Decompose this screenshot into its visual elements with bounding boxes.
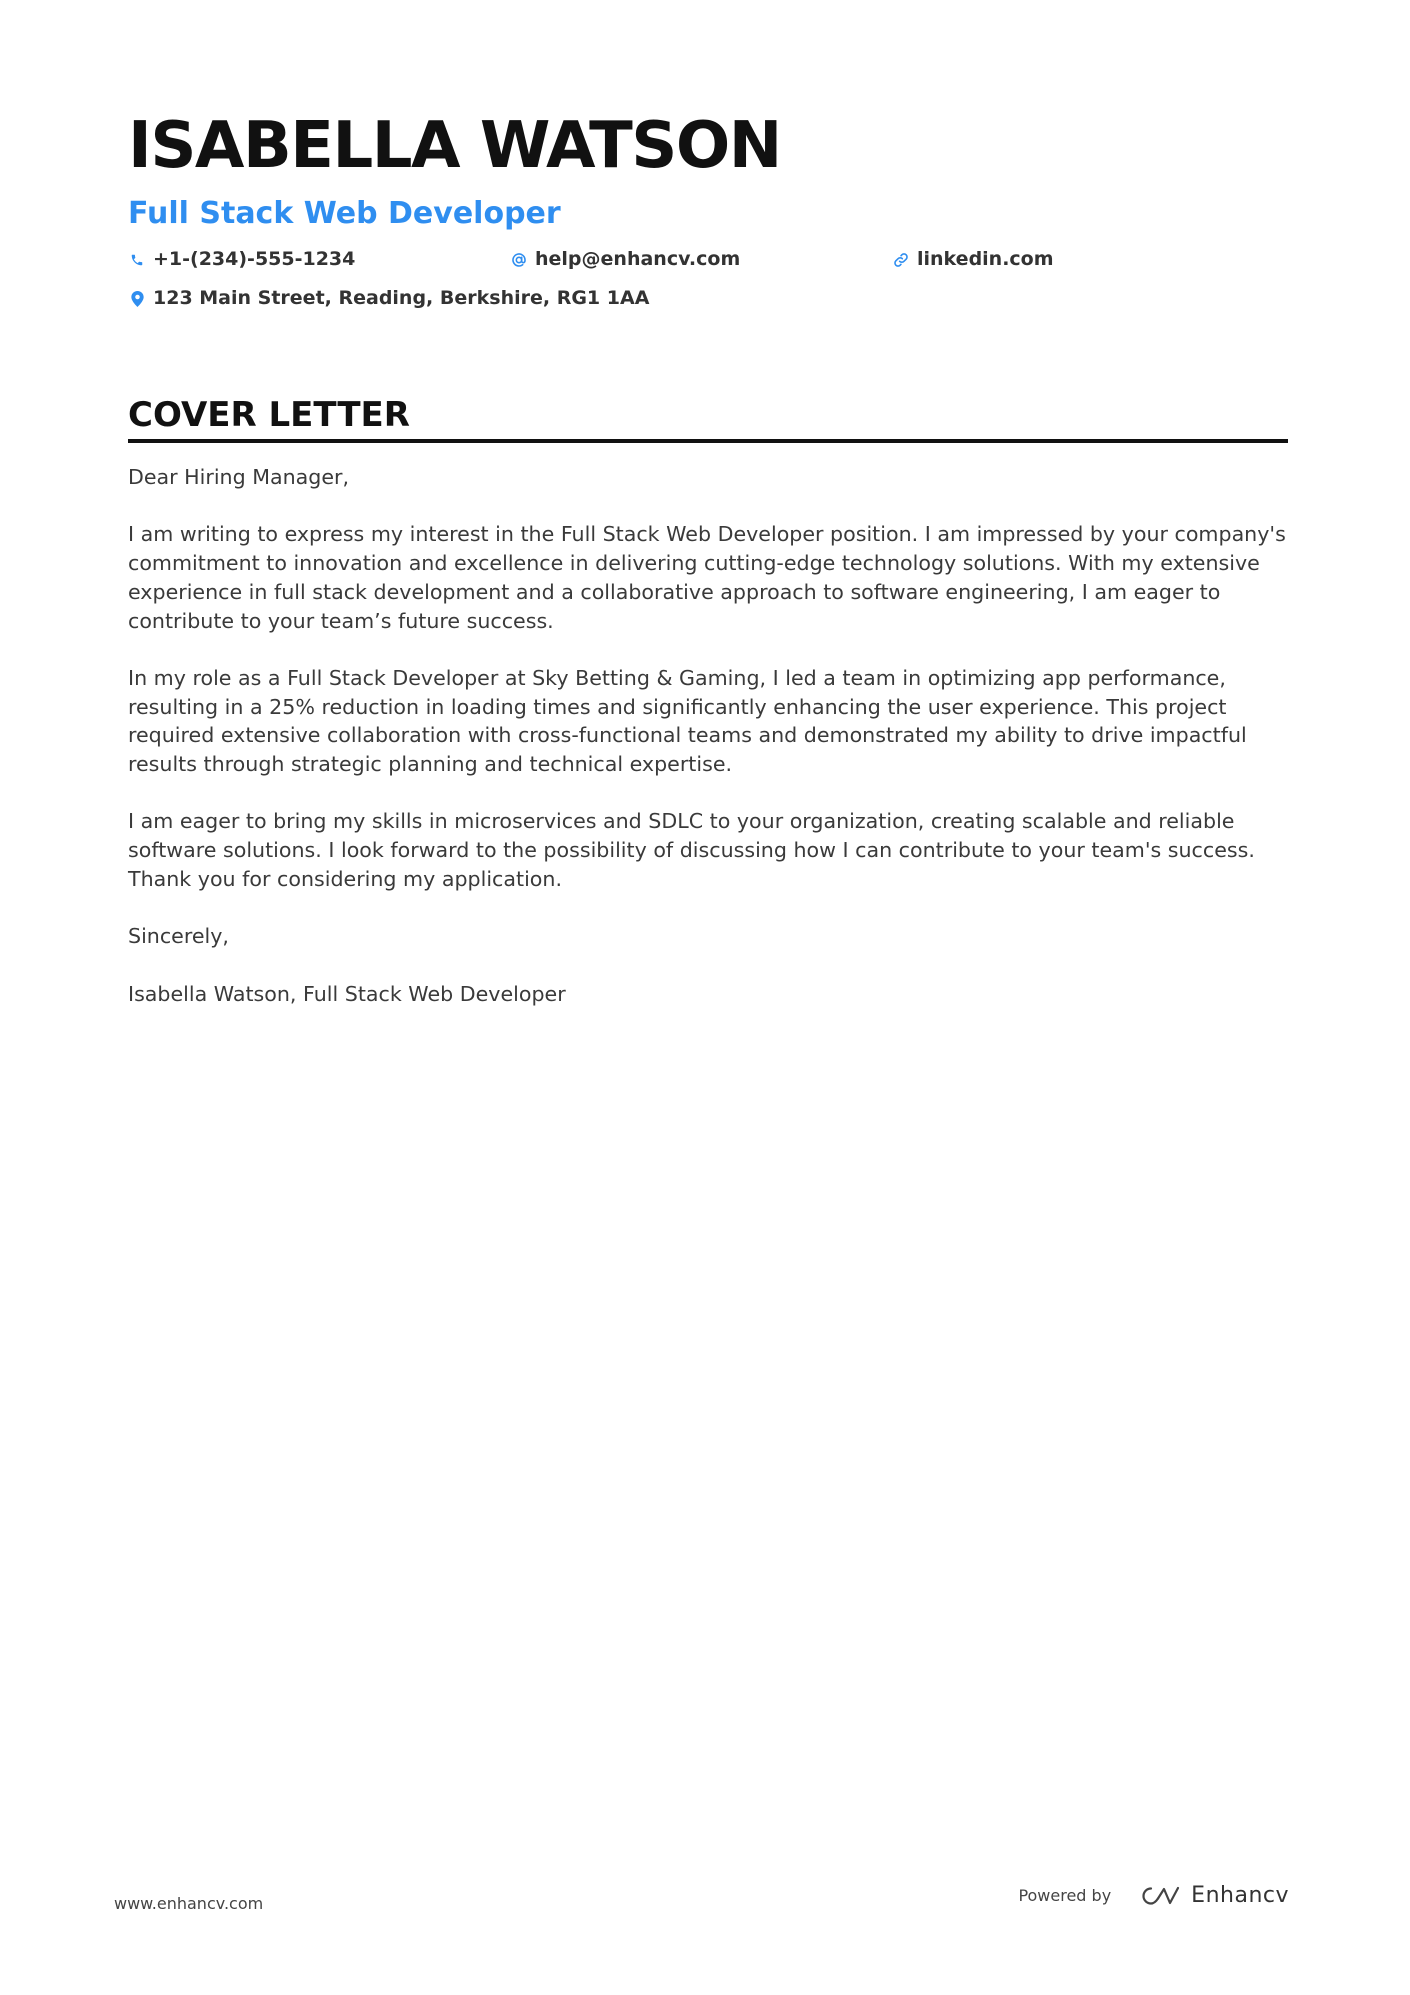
at-icon (510, 251, 528, 269)
letter-body (128, 463, 1288, 1008)
contact-linkedin[interactable] (892, 246, 1192, 273)
letter-closing: Sincerely, (128, 924, 229, 949)
section-title: COVER LETTER (128, 395, 410, 435)
candidate-name: ISABELLA WATSON (128, 109, 781, 183)
phone-text: +1-(234)-555-1234 (153, 248, 356, 270)
linkedin-text: linkedin.com (917, 248, 1054, 270)
cover-letter-section (128, 393, 1288, 1037)
contact-location (128, 285, 828, 312)
link-icon (892, 251, 910, 269)
location-text: 123 Main Street, Reading, Berkshire, RG1 1AA (153, 287, 650, 309)
enhancv-logo-icon (1137, 1884, 1183, 1908)
map-pin-icon (128, 290, 146, 308)
contact-phone[interactable] (128, 246, 510, 273)
candidate-title: Full Stack Web Developer (128, 196, 561, 231)
contact-email[interactable] (510, 246, 892, 273)
contact-info (128, 246, 1288, 312)
enhancv-logo[interactable] (1137, 1883, 1289, 1908)
letter-paragraph: In my role as a Full Stack Developer at Sky Betting & Gaming, I led a team in optimizing app performance, resulting in a 25% reduction in loading times and significantly enhancing the user experience. This project required extensive collaboration with cross-functional teams and demonstrated my ability to drive impactful results through strategic planning and technical expertise. (128, 665, 1247, 776)
letter-greeting: Dear Hiring Manager, (128, 465, 350, 489)
footer-branding (1018, 1883, 1289, 1908)
letter-signature: Isabella Watson, Full Stack Web Developer (128, 981, 566, 1006)
letter-paragraph: I am eager to bring my skills in microservices and SDLC to your organization, creating scalable and reliable software solutions. I look forward to the possibility of discussing how I can contribute to your team's success. Thank you for considering my application. (128, 809, 1255, 891)
phone-icon (128, 251, 146, 269)
letter-paragraph: I am writing to express my interest in the Full Stack Web Developer position. I am impressed by your company's commitment to innovation and excellence in delivering cutting-edge technology solutions. With my extensive experience in full stack development and a collaborative approach to software engineering, I am eager to contribute to your team’s future success. (128, 522, 1286, 633)
section-divider (128, 439, 1288, 443)
footer-website[interactable]: www.enhancv.com (114, 1894, 264, 1913)
email-text: help@enhancv.com (535, 248, 741, 270)
brand-name: Enhancv (1191, 1883, 1289, 1908)
header (128, 108, 1288, 312)
powered-by-label: Powered by (1018, 1886, 1112, 1905)
